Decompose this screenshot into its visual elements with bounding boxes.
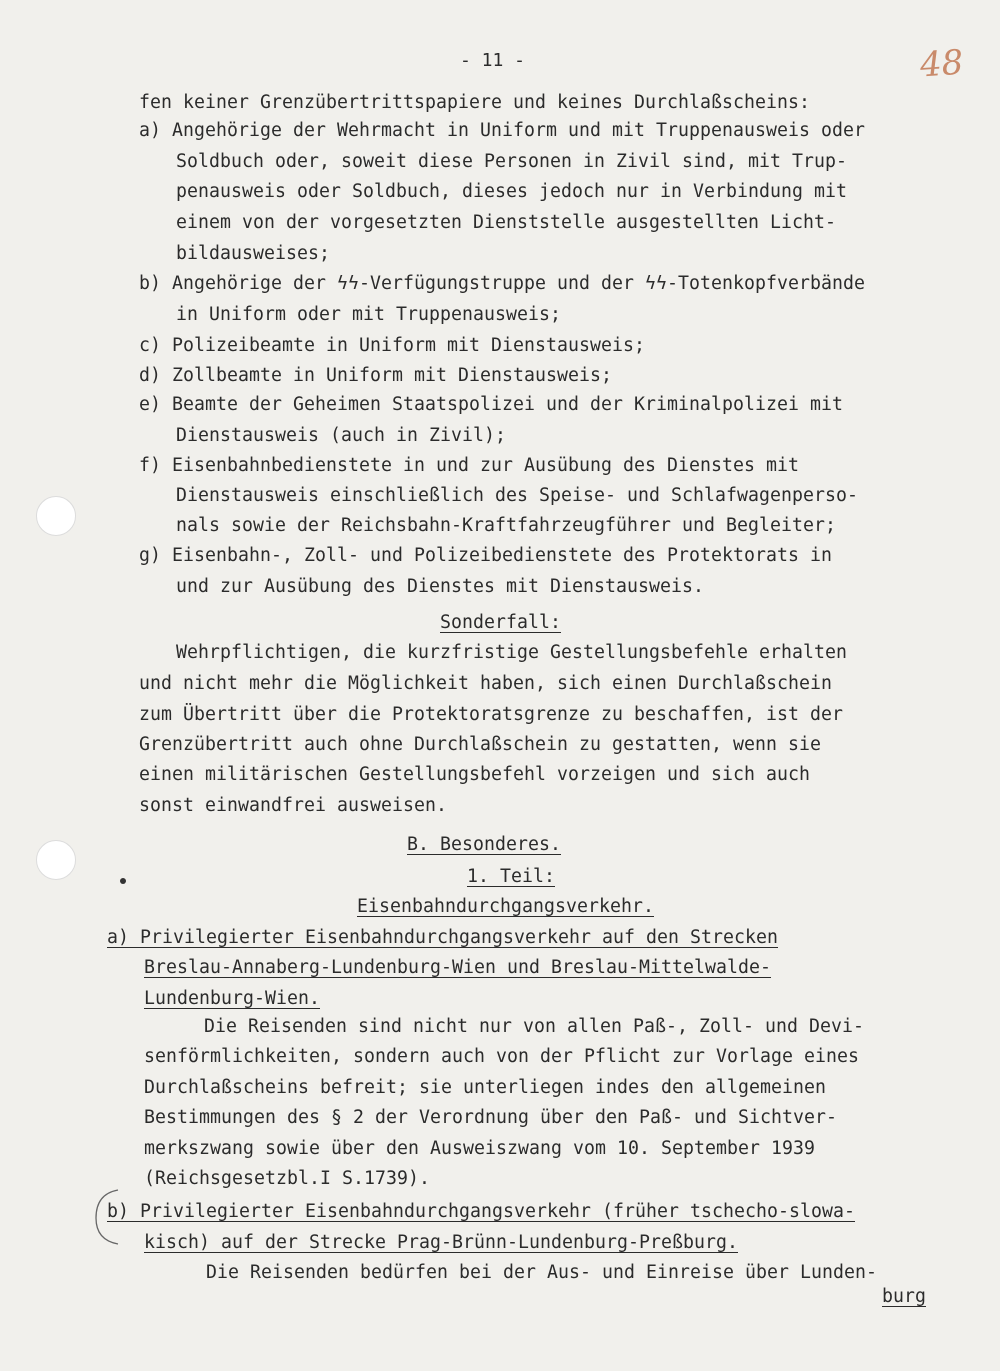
section-heading-besonderes: B. Besonderes.: [407, 834, 561, 855]
text-line: Soldbuch oder, soweit diese Personen in Zivil sind, mit Trup-: [176, 151, 847, 172]
bullet-mark: [120, 878, 126, 884]
text-line: fen keiner Grenzübertrittspapiere und keines Durchlaßscheins:: [139, 92, 810, 113]
list-item-b: b) Angehörige der ϟϟ-Verfügungstruppe und der ϟϟ-Totenkopfverbände: [139, 273, 865, 294]
list-item-f: f) Eisenbahnbedienstete in und zur Ausübung des Dienstes mit: [139, 455, 799, 476]
list-item-c: c) Polizeibeamte in Uniform mit Dienstausweis;: [139, 335, 645, 356]
text-line: merkszwang sowie über den Ausweiszwang vom 10. September 1939: [144, 1138, 815, 1159]
text-line: penausweis oder Soldbuch, dieses jedoch nur in Verbindung mit: [176, 181, 847, 202]
subsection-b-title: b) Privilegierter Eisenbahndurchgangsverkehr (früher tschecho-slowa-: [107, 1201, 855, 1222]
list-item-a: a) Angehörige der Wehrmacht in Uniform und mit Truppenausweis oder: [139, 120, 865, 141]
section-heading-sonderfall: Sonderfall:: [440, 612, 561, 633]
subsection-a-title: a) Privilegierter Eisenbahndurchgangsverkehr auf den Strecken: [107, 927, 778, 948]
subsection-a-title: Lundenburg-Wien.: [144, 988, 320, 1009]
text-line: und zur Ausübung des Dienstes mit Dienstausweis.: [176, 576, 704, 597]
text-line: einem von der vorgesetzten Dienststelle ausgestellten Licht-: [176, 212, 836, 233]
section-heading-eisenbahn: Eisenbahndurchgangsverkehr.: [357, 896, 654, 917]
text-line: Grenzübertritt auch ohne Durchlaßschein zu gestatten, wenn sie: [139, 734, 821, 755]
text-line: burg: [882, 1286, 926, 1307]
text-line: Dienstausweis einschließlich des Speise- und Schlafwagenperso-: [176, 485, 858, 506]
list-item-d: d) Zollbeamte in Uniform mit Dienstausweis;: [139, 365, 612, 386]
text-line: senförmlichkeiten, sondern auch von der Pflicht zur Vorlage eines: [144, 1046, 859, 1067]
subsection-b-title: kisch) auf der Strecke Prag-Brünn-Lundenburg-Preßburg.: [144, 1232, 738, 1253]
list-item-g: g) Eisenbahn-, Zoll- und Polizeibedienstete des Protektorats in: [139, 545, 832, 566]
text-line: Die Reisenden bedürfen bei der Aus- und Einreise über Lunden-: [206, 1262, 877, 1283]
text-line: (Reichsgesetzbl.I S.1739).: [144, 1168, 430, 1189]
list-item-e: e) Beamte der Geheimen Staatspolizei und der Kriminalpolizei mit: [139, 394, 843, 415]
text-line: Durchlaßscheins befreit; sie unterliegen indes den allgemeinen: [144, 1077, 826, 1098]
text-line: nals sowie der Reichsbahn-Kraftfahrzeugführer und Begleiter;: [176, 515, 836, 536]
text-line: zum Übertritt über die Protektoratsgrenze zu beschaffen, ist der: [139, 704, 843, 725]
punch-hole-bottom: [36, 840, 76, 880]
subsection-a-title: Breslau-Annaberg-Lundenburg-Wien und Breslau-Mittelwalde-: [144, 957, 771, 978]
text-line: sonst einwandfrei ausweisen.: [139, 795, 447, 816]
text-line: Bestimmungen des § 2 der Verordnung über den Paß- und Sichtver-: [144, 1107, 837, 1128]
text-line: und nicht mehr die Möglichkeit haben, sich einen Durchlaßschein: [139, 673, 832, 694]
handwritten-folio-number: 48: [918, 42, 965, 86]
text-line: Dienstausweis (auch in Zivil);: [176, 425, 506, 446]
text-line: Wehrpflichtigen, die kurzfristige Gestellungsbefehle erhalten: [176, 642, 847, 663]
section-heading-teil: 1. Teil:: [467, 866, 555, 887]
text-line: bildausweises;: [176, 243, 330, 264]
page-number: - 11 -: [460, 50, 526, 71]
punch-hole-top: [36, 496, 76, 536]
text-line: Die Reisenden sind nicht nur von allen Paß-, Zoll- und Devi-: [204, 1016, 864, 1037]
text-line: in Uniform oder mit Truppenausweis;: [176, 304, 561, 325]
text-line: einen militärischen Gestellungsbefehl vorzeigen und sich auch: [139, 764, 810, 785]
